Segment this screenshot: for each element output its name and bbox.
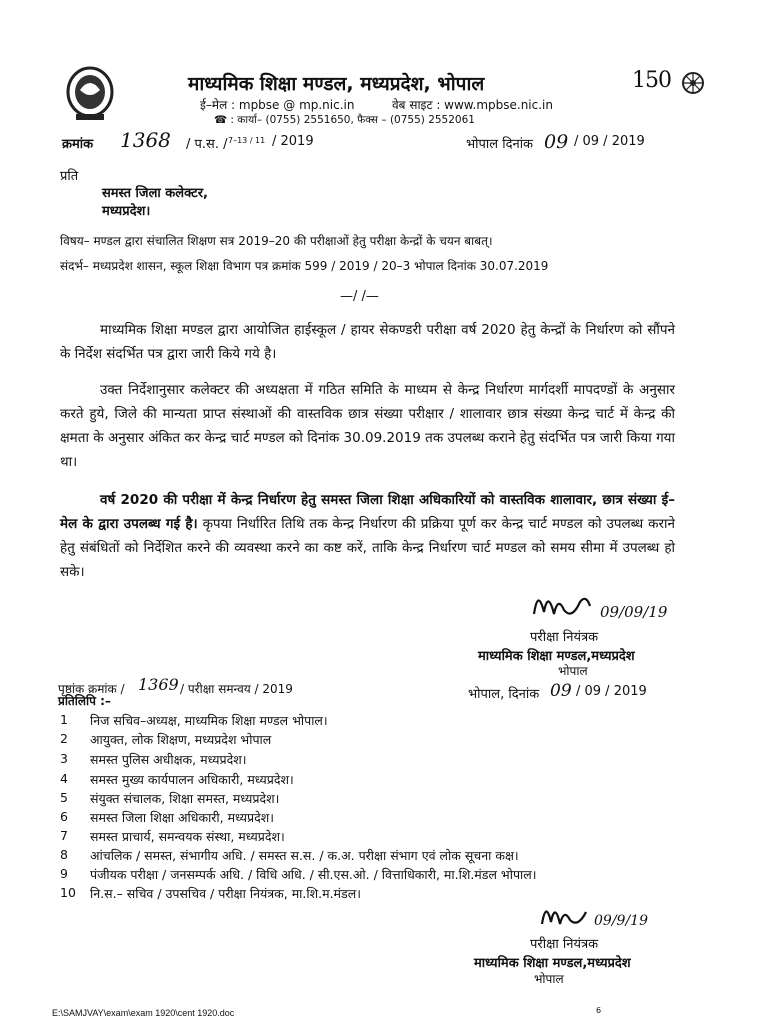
list-item-text: समस्त प्राचार्य, समन्वयक संस्था, मध्यप्रदेश। [90, 829, 285, 844]
ref-number: 1368 [120, 128, 171, 152]
signature-2-city: भोपाल [534, 972, 564, 986]
body-paragraph-2: उक्त निर्देशानुसार कलेक्टर की अध्यक्षता में गठित समिति के माध्यम से केन्द्र निर्धारण मार्गदर्शी मापदण्डों के अनुसार करते हुये, जिले की मान्यता प्राप्त संस्थाओं की वास्तविक छात्र संख्या परीक्षार / शालावार छात्र संख्या केन्द्र चार्ट में केन्द्र की क्षमता के अनुसार अंकित कर केन्द्र चार्ट मण्डल को दिनांक 30.09.2019 तक उपलब्ध कराने हेतु संदर्भित पत्र जारी किया गया था। [60, 382, 675, 470]
endorsement-rest: / परीक्षा समन्वय / 2019 [180, 682, 293, 696]
endorsement-day: 09 [550, 681, 572, 701]
addressee-line2: मध्यप्रदेश। [102, 204, 151, 219]
signature-1-icon [528, 584, 608, 624]
wheel-emblem-icon [680, 70, 706, 96]
list-item-number: 8 [60, 847, 68, 862]
signature-1-org: माध्यमिक शिक्षा मण्डल,मध्यप्रदेश [478, 649, 635, 664]
list-item-text: समस्त मुख्य कार्यपालन अधिकारी, मध्यप्रदेश। [90, 772, 294, 787]
endorsement-date-label: भोपाल, दिनांक [468, 687, 540, 702]
signature-2-org: माध्यमिक शिक्षा मण्डल,मध्यप्रदेश [474, 956, 631, 971]
list-item-number: 9 [60, 866, 68, 881]
anniversary-mark: 150 [632, 68, 671, 93]
list-item-number: 3 [60, 751, 68, 766]
list-item-number: 4 [60, 771, 68, 786]
email-line: ई–मेल : mpbse @ mp.nic.in [200, 98, 355, 112]
copy-label: प्रतिलिपि :– [58, 694, 111, 708]
board-emblem-icon [58, 64, 122, 124]
endorsement-rest-date: / 09 / 2019 [576, 684, 647, 699]
signature-1-title: परीक्षा नियंत्रक [530, 630, 599, 645]
separator: —/ /— [340, 289, 379, 304]
footer-page-mark: 6 [596, 1006, 602, 1015]
list-item-text: आंचलिक / समस्त, संभागीय अधि. / समस्त स.स. / क.अ. परीक्षा संभाग एवं लोक सूचना कक्ष। [90, 848, 519, 863]
subject-line: विषय– मण्डल द्वारा संचालित शिक्षण सत्र 2019–20 की परीक्षाओं हेतु परीक्षा केन्द्रों के चयन बाबत्। [60, 234, 493, 248]
list-item-text: समस्त जिला शिक्षा अधिकारी, मध्यप्रदेश। [90, 810, 275, 825]
list-item-number: 2 [60, 731, 68, 746]
body-paragraph-1: माध्यमिक शिक्षा मण्डल द्वारा आयोजित हाईस्कूल / हायर सेकण्डरी परीक्षा वर्ष 2020 हेतु केन्द्रों के निर्धारण को सौंपने के निर्देश संदर्भित पत्र द्वारा जारी किये गये है। [60, 322, 675, 362]
body-paragraph-3 [60, 488, 675, 584]
ref-rest-date: / 09 / 2019 [574, 134, 645, 149]
ref-year: / 2019 [272, 134, 314, 149]
list-item-number: 1 [60, 712, 68, 727]
signature-2-title: परीक्षा नियंत्रक [530, 937, 599, 952]
ref-place-date-label: भोपाल दिनांक [466, 137, 534, 152]
list-item-number: 6 [60, 809, 68, 824]
signature-2-date: 09/9/19 [594, 913, 648, 929]
prati-label: प्रति [60, 169, 79, 184]
list-item-text: आयुक्त, लोक शिक्षण, मध्यप्रदेश भोपाल [90, 732, 272, 747]
ref-label: क्रमांक [62, 137, 94, 152]
signature-1-date: 09/09/19 [600, 603, 668, 621]
footer-file-path: E:\SAMJVAY\exam\exam 1920\cent 1920.doc [52, 1008, 235, 1018]
list-item-text: पंजीयक परीक्षा / जनसम्पर्क अधि. / विधि अधि. / सी.एस.ओ. / वित्ताधिकारी, मा.शि.मंडल भोपाल। [90, 867, 537, 882]
list-item-text: नि.स.– सचिव / उपसचिव / परीक्षा नियंत्रक, मा.शि.म.मंडल। [90, 886, 361, 901]
list-item-text: संयुक्त संचालक, शिक्षा समस्त, मध्यप्रदेश। [90, 791, 280, 806]
body-paragraph-3-rest: कृपया निर्धारित तिथि तक केन्द्र निर्धारण की प्रक्रिया पूर्ण कर केन्द्र चार्ट मण्डल को उपलब्ध कराने हेतु संबंधितों को निर्देशित करने की व्यवस्था करने का कष्ट करें, ताकि केन्द्र निर्धारण चार्ट मण्डल को समय सीमा में उपलब्ध हो सके। [60, 516, 675, 580]
ref-day: 09 [544, 131, 569, 153]
endorsement-number: 1369 [138, 675, 179, 694]
ref-series: / प.स. / [186, 137, 228, 152]
endorsement-label: पृष्ठांक क्रमांक / [58, 682, 125, 696]
org-name: माध्यमिक शिक्षा मण्डल, मध्यप्रदेश, भोपाल [188, 73, 485, 95]
addressee-line1: समस्त जिला कलेक्टर, [102, 186, 208, 201]
list-item-number: 10 [60, 885, 76, 900]
reference-line: संदर्भ– मध्यप्रदेश शासन, स्कूल शिक्षा विभाग पत्र क्रमांक 599 / 2019 / 20–3 भोपाल दिनांक 30.07.2019 [60, 259, 549, 273]
list-item-text: समस्त पुलिस अधीक्षक, मध्यप्रदेश। [90, 752, 247, 767]
website-line: वेब साइट : www.mpbse.nic.in [392, 98, 553, 112]
ref-series-small: 7–13 / 11 [228, 136, 266, 145]
list-item-number: 7 [60, 828, 68, 843]
list-item-number: 5 [60, 790, 68, 805]
phone-line: ☎ : कार्या– (0755) 2551650, फैक्स – (0755) 2552061 [214, 114, 475, 126]
list-item-text: निज सचिव–अध्यक्ष, माध्यमिक शिक्षा मण्डल भोपाल। [90, 713, 328, 728]
body-paragraph-3-bold: वर्ष 2020 की परीक्षा में केन्द्र निर्धारण हेतु समस्त जिला शिक्षा अधिकारियों को वास्तविक शालावार, छात्र संख्या ई–मेल के द्वारा उपलब्ध गई है। [60, 492, 675, 532]
signature-1-city: भोपाल [558, 664, 588, 678]
